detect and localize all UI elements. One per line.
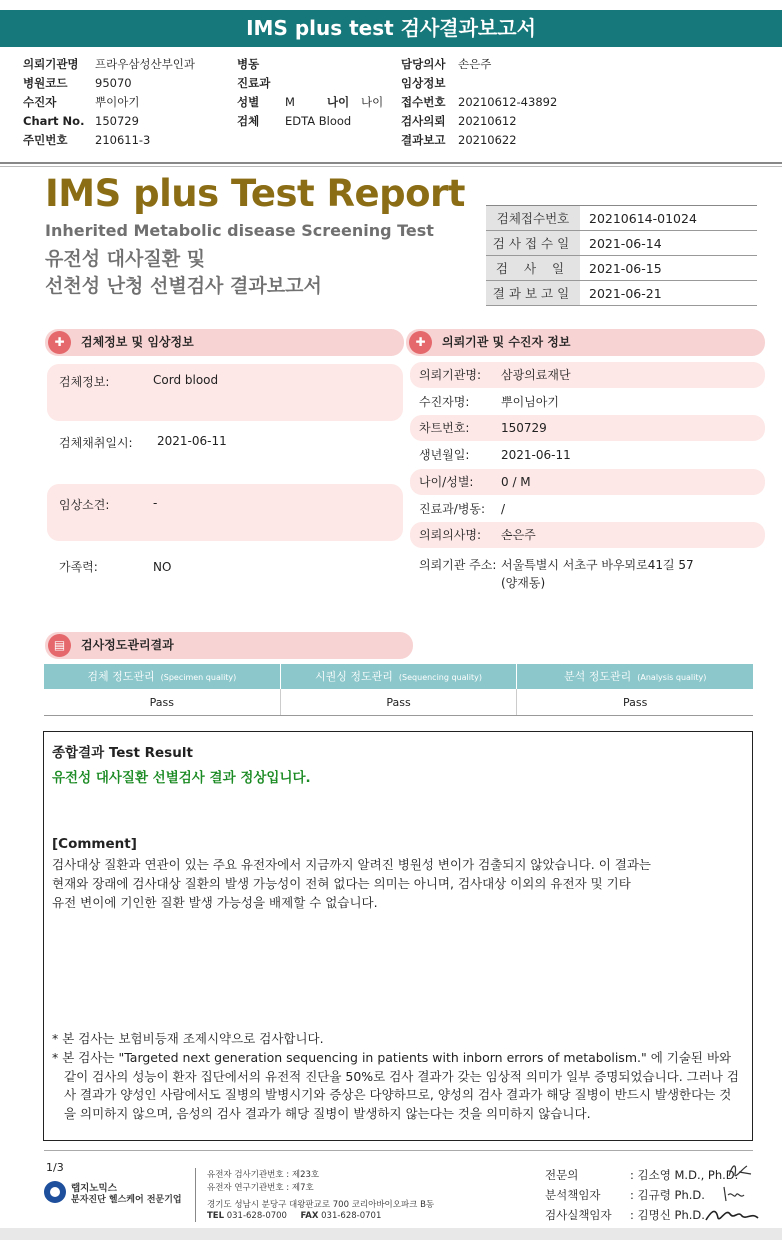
header-value: 프라우삼성산부인과 — [95, 57, 195, 71]
comment-line: 검사대상 질환과 연관이 있는 주요 유전자에서 지금까지 알려진 병원성 변이가 검출되지 않았습니다. 이 결과는 — [52, 857, 652, 872]
collection-date-label: 검체채취일시: — [59, 436, 133, 450]
patient-row-value: 2021-06-11 — [501, 448, 571, 462]
header-label: 수진자 — [23, 95, 57, 109]
header-value: 210611-3 — [95, 133, 151, 147]
receipt-label: 검체접수번호 — [486, 206, 580, 230]
patient-row — [410, 442, 765, 468]
receipt-row — [486, 256, 757, 281]
patient-row-label: 수진자명: — [419, 395, 470, 409]
header-label: 주민번호 — [23, 133, 68, 147]
address-value-line1: 서울특별시 서초구 바우뫼로41길 57 — [501, 558, 694, 572]
note-insurance: * 본 검사는 보험비등재 조제시약으로 검사합니다. — [52, 1031, 324, 1046]
quality-column-header-kr: 시퀀싱 정도관리 — [315, 670, 393, 683]
receipt-value: 20210614-01024 — [589, 210, 697, 226]
signer-row — [545, 1167, 738, 1183]
header-label: 검체 — [237, 114, 260, 128]
patient-row — [410, 469, 765, 495]
header-value: 뿌이아기 — [95, 95, 140, 109]
patient-row-label: 차트번호: — [419, 421, 470, 435]
report-subtitle: Inherited Metabolic disease Screening Test — [45, 221, 434, 240]
header-col3 — [401, 55, 557, 150]
footer-separator — [195, 1168, 196, 1222]
quality-column-header-kr: 검체 정도관리 — [87, 670, 155, 683]
family-history-value: NO — [153, 560, 172, 574]
header-value: 20210622 — [458, 133, 517, 147]
header-value: M — [285, 95, 295, 109]
patient-row — [410, 415, 765, 441]
patient-section-header — [406, 329, 765, 356]
company-logo-icon — [44, 1181, 66, 1203]
specimen-section-header — [45, 329, 404, 356]
age-value: 나이 — [361, 95, 384, 109]
quality-section-title: 검사정도관리결과 — [81, 638, 174, 652]
signer-row — [545, 1187, 705, 1203]
patient-row-label: 진료과/병동: — [419, 502, 486, 516]
patient-row-value: 손은주 — [501, 528, 536, 542]
quality-table-header — [44, 664, 753, 689]
quality-column-header-kr: 분석 정도관리 — [563, 670, 632, 683]
specimen-value: Cord blood — [153, 373, 219, 387]
header-label: Chart No. — [23, 114, 85, 128]
company-name: 랩지노믹스 — [71, 1183, 117, 1194]
header-label: 검사의뢰 — [401, 114, 446, 128]
quality-column-header — [44, 664, 281, 689]
report-korean-title-line2: 선천성 난청 선별검사 결과보고서 — [45, 275, 322, 297]
header-value: EDTA Blood — [285, 114, 352, 128]
header-label: 담당의사 — [401, 57, 446, 71]
age-label: 나이 — [327, 95, 350, 109]
header-label: 병원코드 — [23, 76, 68, 90]
patient-row-label: 나이/성별: — [419, 475, 474, 489]
patient-row — [410, 522, 765, 548]
quality-column-header-en: (Analysis quality) — [637, 673, 707, 682]
header-label: 의뢰기관명 — [23, 57, 79, 71]
signature-scribble-1 — [725, 1160, 755, 1182]
lab-contact — [207, 1211, 381, 1221]
header-value: 20210612 — [458, 114, 517, 128]
patient-row-label: 의뢰의사명: — [419, 528, 482, 542]
patient-row-value: 뿌이님아기 — [501, 395, 559, 409]
header-label: 접수번호 — [401, 95, 446, 109]
header-label: 성별 — [237, 95, 260, 109]
receipt-table — [486, 205, 757, 306]
receipt-row — [486, 206, 757, 231]
page-number: 1/3 — [46, 1161, 64, 1174]
footer-divider — [44, 1150, 753, 1151]
report-title: IMS plus Test Report — [45, 172, 465, 215]
signer-role: 검사실책임자 — [545, 1208, 612, 1222]
quality-table — [44, 664, 753, 716]
page-bottom-band — [0, 1228, 782, 1240]
header-value: 20210612-43892 — [458, 95, 558, 109]
comment-title: [Comment] — [52, 836, 137, 852]
header-col1 — [23, 55, 195, 150]
signer-role: 분석책임자 — [545, 1188, 601, 1202]
quality-column-header — [517, 664, 753, 689]
receipt-value: 2021-06-15 — [589, 260, 662, 276]
header-value: 150729 — [95, 114, 139, 128]
clinical-findings-value: - — [153, 496, 158, 510]
header-col2 — [237, 55, 383, 131]
test-result-title: 종합결과 Test Result — [52, 745, 193, 761]
test-result-box — [43, 731, 753, 1141]
patient-row-value: / — [501, 502, 506, 516]
comment-line: 현재와 장래에 검사대상 질환의 발생 가능성이 전혀 없다는 의미는 아니며, 검사대상 이외의 유전자 및 기타 — [52, 876, 631, 891]
patient-section-title: 의뢰기관 및 수진자 정보 — [442, 335, 571, 349]
signer-name: : 김소영 M.D., Ph.D. — [630, 1168, 739, 1182]
receipt-value: 2021-06-14 — [589, 235, 662, 251]
family-history-label: 가족력: — [59, 560, 98, 574]
receipt-row — [486, 281, 757, 306]
quality-section-header — [45, 632, 413, 659]
report-top-bar: IMS plus test 검사결과보고서 — [0, 10, 782, 47]
clinical-findings-label: 임상소견: — [59, 498, 110, 512]
header-label: 임상정보 — [401, 76, 446, 90]
patient-row — [410, 362, 765, 388]
quality-column-header-en: (Specimen quality) — [160, 673, 237, 682]
quality-column-header-en: (Sequencing quality) — [398, 673, 482, 682]
receipt-label: 결과보고일 — [486, 281, 580, 305]
header-value: 95070 — [95, 76, 132, 90]
patient-row-value: 삼광의료재단 — [501, 368, 571, 382]
quality-value: Pass — [281, 689, 518, 715]
comment-line: 유전 변이에 기인한 질환 발생 가능성을 배제할 수 없습니다. — [52, 895, 378, 910]
receipt-value: 2021-06-21 — [589, 285, 662, 301]
lab-license-2: 유전자 연구기관번호 : 제7호 — [207, 1183, 314, 1193]
receipt-row — [486, 231, 757, 256]
patient-row-label: 생년월일: — [419, 448, 470, 462]
signature-scribble-3 — [702, 1202, 762, 1226]
address-value-line2: (양재동) — [501, 576, 546, 590]
header-label: 결과보고 — [401, 133, 446, 147]
fax-label: FAX — [300, 1211, 319, 1221]
header-value: 손은주 — [458, 57, 492, 71]
header-divider — [0, 162, 782, 164]
hospital-icon: ✚ — [409, 331, 432, 354]
tel-value: 031-628-0700 — [226, 1211, 287, 1221]
hospital-icon: ✚ — [48, 331, 71, 354]
specimen-label: 검체정보: — [59, 375, 110, 389]
header-divider — [0, 166, 782, 167]
signer-name: : 김명신 Ph.D. — [630, 1208, 705, 1222]
specimen-section-title: 검체정보 및 임상정보 — [81, 335, 194, 349]
patient-row-value: 150729 — [501, 421, 547, 435]
lab-license-1: 유전자 검사기관번호 : 제23호 — [207, 1170, 320, 1180]
receipt-label: 검사접수일 — [486, 231, 580, 255]
lab-address: 경기도 성남시 분당구 대왕판교로 700 코리아바이오파크 B동 — [207, 1200, 435, 1210]
report-korean-title-line1: 유전성 대사질환 및 — [45, 248, 206, 270]
quality-table-row — [44, 689, 753, 716]
address-label: 의뢰기관 주소: — [419, 558, 497, 572]
tel-label: TEL — [207, 1211, 225, 1221]
header-label: 병동 — [237, 57, 260, 71]
header-label: 진료과 — [237, 76, 271, 90]
clipboard-icon: ▤ — [48, 634, 71, 657]
collection-date-value: 2021-06-11 — [157, 434, 227, 448]
signer-role: 전문의 — [545, 1168, 579, 1182]
note-performance: * 본 검사는 "Targeted next generation sequencing in patients with inborn errors of metabolism." 에 기술된 바와 같이 검사의 성능이 환자 집단에서의 유전적 진단율 50%로 검사 결과가 갖는 임상적 의미가 일부 증명되었습니다. 그러나 검사 결과가 양성인 사람에서도 질병의 발병시기와 증상은 다양하므로, 양성의 검사 결과가 해당 질병이 반드시 발생한다는 것을 의미하지 않으며, 음성의 검사 결과가 해당 질병이 발생하지 않는다는 것을 의미하지 않습니다. — [52, 1050, 739, 1121]
patient-row-label: 의뢰기관명: — [419, 368, 482, 382]
comment-text — [52, 855, 748, 912]
signer-row — [545, 1207, 705, 1223]
patient-row — [410, 496, 765, 522]
quality-column-header — [281, 664, 518, 689]
fax-value: 031-628-0701 — [321, 1211, 382, 1221]
patient-row-value: 0 / M — [501, 475, 531, 489]
quality-value: Pass — [44, 689, 281, 715]
quality-value: Pass — [623, 696, 648, 709]
test-result-summary: 유전성 대사질환 선별검사 결과 정상입니다. — [52, 770, 311, 786]
receipt-label: 검 사 일 — [486, 256, 580, 280]
company-tagline: 분자진단 헬스케어 전문기업 — [71, 1195, 182, 1205]
patient-row — [410, 389, 765, 415]
signer-name: : 김규령 Ph.D. — [630, 1188, 705, 1202]
